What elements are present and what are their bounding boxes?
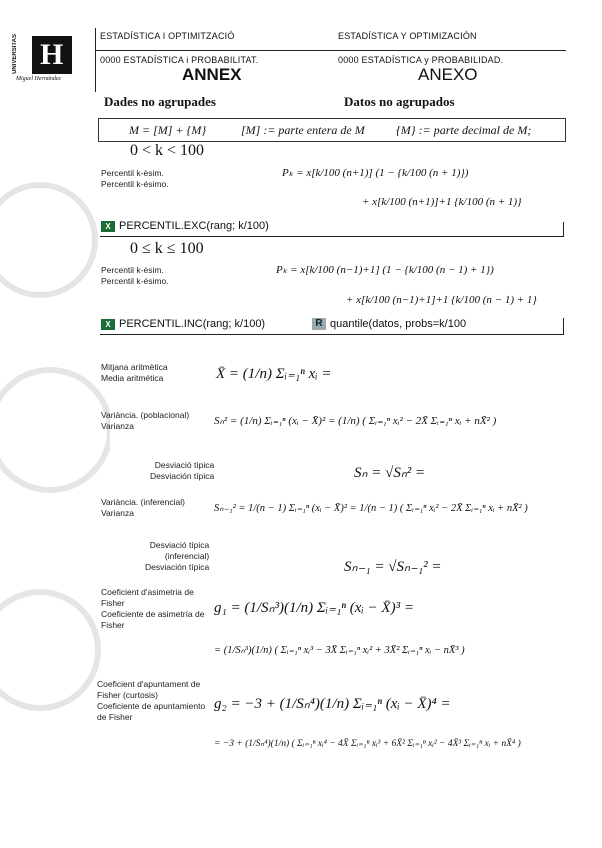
percentile-inc-rule bbox=[100, 334, 564, 335]
header-right-title: ANEXO bbox=[418, 65, 478, 84]
excel-icon: X bbox=[101, 221, 115, 232]
percentile-exc-condition: 0 < k < 100 bbox=[130, 142, 205, 159]
sd-inf-label bbox=[145, 540, 209, 573]
logo-mark-letter: H bbox=[40, 38, 64, 71]
logo-mark bbox=[32, 36, 72, 74]
definition-box bbox=[98, 118, 566, 142]
percentile-inc-r-function: quantile(datos, probs=k/100 bbox=[330, 318, 467, 330]
variance-pop-label bbox=[101, 410, 189, 432]
logo-name: Miguel Hernández bbox=[16, 76, 61, 82]
kurtosis-label-es: Coeficiente de apuntamiento de Fisher bbox=[97, 701, 206, 722]
percentile-exc-label bbox=[101, 168, 169, 190]
percentile-exc-excel-row bbox=[101, 220, 269, 232]
percentile-inc-r-row bbox=[312, 318, 466, 330]
excel-icon: X bbox=[101, 319, 115, 330]
skewness-label bbox=[101, 587, 211, 631]
percentile-exc-rule-end bbox=[563, 222, 564, 237]
mean-formula: X̄ = (1/n) Σᵢ₌₁ⁿ xᵢ = bbox=[216, 366, 332, 382]
definition-integer-part: [M] := parte entera de M bbox=[241, 123, 365, 137]
percentile-inc-label-es: Percentil k-ésimo. bbox=[101, 276, 169, 286]
definition-decimal-part: {M} := parte decimal de M; bbox=[396, 123, 532, 137]
percentile-exc-rule bbox=[100, 236, 564, 237]
background-watermark bbox=[0, 90, 110, 830]
header-divider-vertical bbox=[95, 28, 96, 92]
section-title-ca: Dades no agrupades bbox=[104, 94, 216, 109]
variance-inf-label-ca: Variància. (inferencial) bbox=[101, 497, 185, 507]
variance-inf-label bbox=[101, 497, 185, 519]
definition-equation: M = [M] + {M} bbox=[129, 123, 207, 137]
kurtosis-formula-1: g₂ = −3 + (1/Sₙ⁴)(1/n) Σᵢ₌₁ⁿ (xᵢ − X̄)⁴ = bbox=[214, 696, 451, 712]
header-left-title: ANNEX bbox=[182, 65, 242, 84]
variance-pop-formula: Sₙ² = (1/n) Σᵢ₌₁ⁿ (xᵢ − X̄)² = (1/n) ( Σᵢ₌₁ⁿ xᵢ² − 2X̄ Σᵢ₌₁ⁿ xᵢ + nX̄² ) bbox=[214, 415, 497, 427]
percentile-inc-rule-end bbox=[563, 318, 564, 335]
logo-vertical-text: UNIVERSITAS bbox=[12, 34, 18, 74]
mean-label bbox=[101, 362, 168, 384]
skewness-formula-1: g₁ = (1/Sₙ³)(1/n) Σᵢ₌₁ⁿ (xᵢ − X̄)³ = bbox=[214, 600, 414, 616]
mean-label-ca: Mitjana aritmètica bbox=[101, 362, 168, 372]
percentile-exc-formula-2: + x[k/100 (n+1)]+1 {k/100 (n + 1)} bbox=[362, 196, 522, 208]
header-rule bbox=[96, 50, 566, 51]
variance-pop-label-es: Varianza bbox=[101, 421, 134, 431]
header-right-course: 0000 ESTADÍSTICA y PROBABILIDAD. bbox=[338, 55, 504, 65]
percentile-inc-formula-2: + x[k/100 (n−1)+1]+1 {k/100 (n − 1) + 1} bbox=[346, 294, 537, 306]
section-title-es: Datos no agrupados bbox=[344, 94, 455, 109]
sd-inf-formula: Sₙ₋₁ = √Sₙ₋₁² = bbox=[344, 559, 442, 575]
header-left-top: ESTADÍSTICA I OPTIMITZACIÓ bbox=[100, 31, 235, 41]
kurtosis-formula-2: = −3 + (1/Sₙ⁴)(1/n) ( Σᵢ₌₁ⁿ xᵢ⁴ − 4X̄ Σᵢ₌₁ⁿ xᵢ³ + 6X̄² Σᵢ₌₁ⁿ xᵢ² − 4X̄³ Σᵢ₌₁ⁿ xᵢ + nX̄⁴ ) bbox=[214, 739, 521, 749]
percentile-exc-formula-1: Pₖ = x[k/100 (n+1)] (1 − {k/100 (n + 1)}) bbox=[282, 167, 469, 179]
variance-inf-label-es: Varianza bbox=[101, 508, 134, 518]
skewness-label-es: Coeficiente de asimetría de Fisher bbox=[101, 609, 205, 630]
sd-inf-label-es: Desviación típica bbox=[145, 562, 210, 572]
percentile-exc-label-ca: Percentil k-èsim. bbox=[101, 168, 164, 178]
percentile-inc-formula-1: Pₖ = x[k/100 (n−1)+1] (1 − {k/100 (n − 1) + 1}) bbox=[276, 264, 494, 276]
university-logo bbox=[10, 30, 92, 88]
variance-pop-label-ca: Variància. (poblacional) bbox=[101, 410, 190, 420]
sd-inf-label-ca-sub: (inferencial) bbox=[164, 551, 210, 561]
sd-pop-label-es: Desviación típica bbox=[150, 471, 215, 481]
sd-pop-formula: Sₙ = √Sₙ² = bbox=[354, 465, 426, 481]
percentile-inc-excel-row bbox=[101, 318, 265, 330]
mean-label-es: Media aritmética bbox=[101, 373, 164, 383]
percentile-inc-excel-function: PERCENTIL.INC(rang; k/100) bbox=[119, 318, 266, 330]
skewness-formula-2: = (1/Sₙ³)(1/n) ( Σᵢ₌₁ⁿ xᵢ³ − 3X̄ Σᵢ₌₁ⁿ xᵢ² + 3X̄² Σᵢ₌₁ⁿ xᵢ − nX̄³ ) bbox=[214, 645, 465, 656]
r-icon: R bbox=[312, 318, 326, 330]
header-left-course: 0000 ESTADÍSTICA i PROBABILITAT. bbox=[100, 55, 259, 65]
variance-inf-formula: Sₙ₋₁² = 1/(n − 1) Σᵢ₌₁ⁿ (xᵢ − X̄)² = 1/(n − 1) ( Σᵢ₌₁ⁿ xᵢ² − 2X̄ Σᵢ₌₁ⁿ xᵢ + nX̄² ) bbox=[214, 503, 528, 514]
sd-pop-label-ca: Desviació típica bbox=[154, 460, 215, 470]
percentile-inc-label bbox=[101, 265, 169, 287]
sd-pop-label bbox=[150, 460, 214, 482]
percentile-inc-condition: 0 ≤ k ≤ 100 bbox=[130, 240, 204, 257]
kurtosis-label bbox=[97, 679, 207, 723]
sd-inf-label-ca: Desviació típica bbox=[149, 540, 210, 550]
kurtosis-label-ca: Coeficient d'apuntament de Fisher (curtosis) bbox=[97, 679, 201, 700]
percentile-inc-label-ca: Percentil k-èsim. bbox=[101, 265, 164, 275]
percentile-exc-excel-function: PERCENTIL.EXC(rang; k/100) bbox=[119, 220, 269, 232]
header-right-top: ESTADÍSTICA Y OPTIMIZACIÓN bbox=[338, 31, 477, 41]
percentile-exc-label-es: Percentil k-ésimo. bbox=[101, 179, 169, 189]
skewness-label-ca: Coeficient d'asimetria de Fisher bbox=[101, 587, 194, 608]
